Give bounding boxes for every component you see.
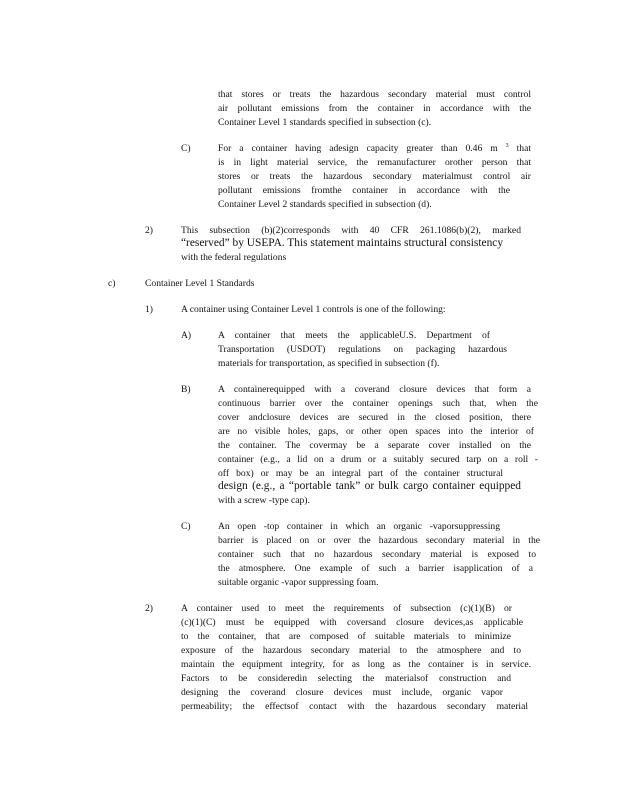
item-2-line: to the container, that are composed of suitable materials to minimize (181, 631, 511, 642)
section-heading: Container Level 1 Standards (145, 278, 255, 289)
section-label-c: c) (108, 278, 116, 289)
item-c-top-text: that (516, 143, 531, 154)
item-c-line: container such that no hazardous secondary material is exposed to (218, 549, 536, 560)
item-2-line: exposure of the hazardous secondary material to the atmosphere and to (181, 645, 521, 656)
item-1-line: A container using Container Level 1 controls is one of the following: (181, 304, 446, 315)
item-a-line: Transportation (USDOT) regulations on packaging hazardous (218, 344, 507, 355)
continuation-line: Container Level 1 standards specified in subsection (c). (218, 117, 432, 128)
item-c-line: barrier is placed on or over the hazardous secondary material in the (218, 535, 540, 546)
item-c-top-line: is in light material service, the remanufacturer orother person that (218, 157, 531, 168)
item-c-line: suitable organic -vapor suppressing foam. (218, 577, 379, 588)
continuation-line: that stores or treats the hazardous secondary material must control (218, 89, 531, 100)
item-c-line: the atmosphere. One example of such a barrier isapplication of a (218, 563, 533, 574)
item-b-line: off box) or may be an integral part of the container structural (218, 468, 503, 479)
item-b-line: are no visible holes, gaps, or other open spaces into the interior of (218, 426, 534, 437)
item-b-line: design (e.g., a “portable tank” or bulk cargo container equipped (218, 480, 521, 492)
item-label-2-top: 2) (145, 225, 153, 236)
item-a-line: materials for transportation, as specified in subsection (f). (218, 358, 440, 369)
item-2-line: (c)(1)(C) must be equipped with coversand closure devices,as applicable (181, 617, 523, 628)
item-b-line: cover andclosure devices are secured in the closed position, there (218, 412, 531, 423)
continuation-line: air pollutant emissions from the container in accordance with the (218, 103, 531, 114)
item-label-c: C) (181, 521, 191, 532)
item-c-top-text: For a container having adesign capacity greater than 0.46 m (218, 143, 498, 154)
item-2-line: Factors to be consideredin selecting the materialsof construction and (181, 673, 511, 684)
item-a-line: A container that meets the applicableU.S. Department of (218, 330, 490, 341)
item-c-top-line (218, 142, 531, 155)
item-label-b: B) (181, 384, 191, 395)
item-c-top-line: Container Level 2 standards specified in subsection (d). (218, 199, 432, 210)
item-b-line: container (e.g., a lid on a drum or a suitably secured tarp on a roll - (218, 454, 538, 465)
item-label-a: A) (181, 330, 192, 341)
item-c-line: An open -top container in which an organic -vaporsuppressing (218, 521, 500, 532)
item-2-line: designing the coverand closure devices must include, organic vapor (181, 687, 503, 698)
item-b-line: A containerequipped with a coverand closure devices that form a (218, 384, 531, 395)
item-2-line: A container used to meet the requirements of subsection (c)(1)(B) or (181, 603, 512, 614)
item-c-top-line: stores or treats the hazardous secondary materialmust control air (218, 171, 531, 182)
item-2-top-line: with the federal regulations (181, 252, 287, 263)
item-label-2: 2) (145, 603, 153, 614)
item-b-line: with a screw -type cap). (218, 495, 310, 506)
item-c-top-line: pollutant emissions fromthe container in accordance with the (218, 185, 510, 196)
item-label-c-top: C) (181, 143, 191, 154)
item-2-line: permeability; the effectsof contact with the hazardous secondary material (181, 701, 528, 712)
superscript: 3 (505, 143, 509, 149)
item-2-top-line: “reserved” by USEPA. This statement maintains structural consistency (181, 237, 504, 249)
item-b-line: the container. The covermay be a separate cover installed on the (218, 440, 531, 451)
item-2-line: maintain the equipment integrity, for as long as the container is in service. (181, 659, 531, 670)
item-b-line: continuous barrier over the container openings such that, when the (218, 398, 538, 409)
item-label-1: 1) (145, 304, 153, 315)
item-2-top-line: This subsection (b)(2)corresponds with 40 CFR 261.1086(b)(2), marked (181, 225, 521, 236)
